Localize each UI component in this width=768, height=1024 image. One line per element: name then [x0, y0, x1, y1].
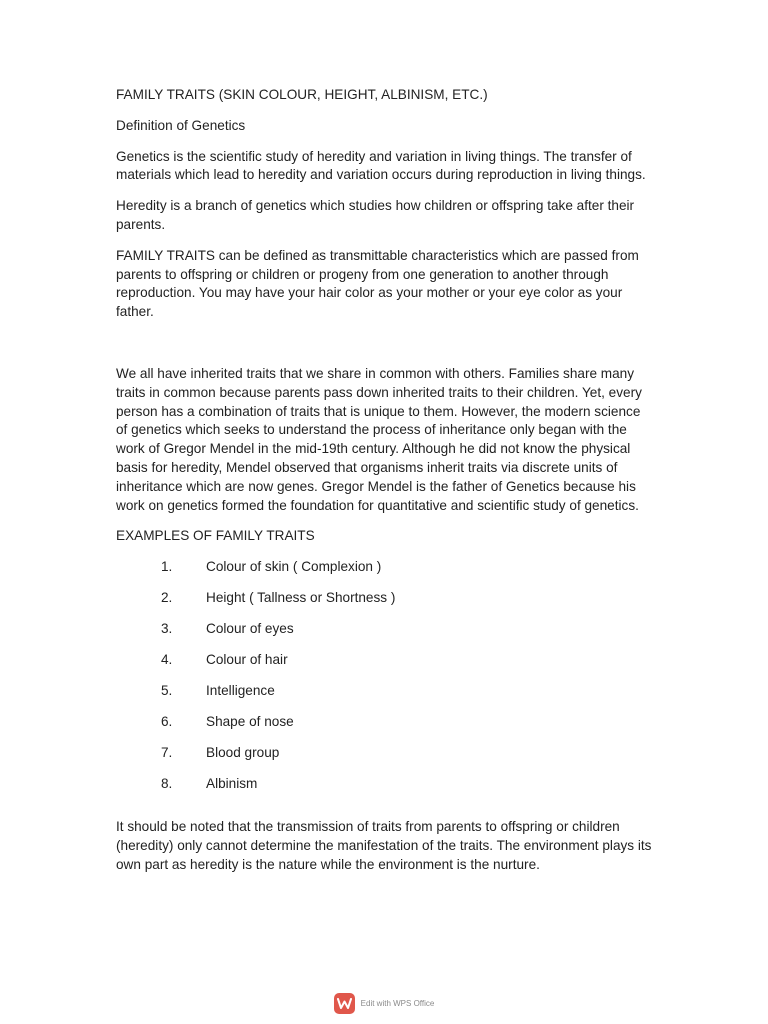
- list-item-number: 2.: [161, 590, 173, 606]
- list-item-text: Colour of eyes: [206, 621, 294, 637]
- list-item-text: Colour of skin ( Complexion ): [206, 559, 382, 575]
- list-item-text: Height ( Tallness or Shortness ): [206, 590, 396, 606]
- paragraph-heredity: Heredity is a branch of genetics which studies how children or offspring take after their parents.: [116, 198, 635, 232]
- list-item-text: Colour of hair: [206, 652, 288, 668]
- list-item-number: 7.: [161, 745, 173, 761]
- section-heading: Definition of Genetics: [116, 117, 246, 133]
- list-item: [116, 775, 652, 806]
- list-item-number: 3.: [161, 621, 173, 637]
- blank-line: [116, 334, 652, 365]
- list-item-text: Intelligence: [206, 683, 275, 699]
- list-item-text: Albinism: [206, 776, 258, 792]
- list-item: [116, 558, 652, 589]
- list-item: [116, 682, 652, 713]
- list-item-text: Shape of nose: [206, 714, 294, 730]
- paragraph-inherited-traits: We all have inherited traits that we share in common with others. Families share many traits in common because parents pass down inherited traits to their children. Yet, every person has a combination of traits that is unique to them. However, the modern science of genetics which seeks to understand the process of inheritance only began with the work of Gregor Mendel in the mid-19th century. Although he did not know the physical basis for heredity, Mendel observed that organisms inherit traits via discrete units of inheritance which are now genes. Gregor Mendel is the father of Genetics because his work on genetics formed the foundation for quantitative and scientific study of genetics.: [116, 365, 642, 513]
- document-page: [116, 86, 652, 887]
- list-item: [116, 744, 652, 775]
- examples-list: [116, 558, 652, 806]
- list-item: [116, 651, 652, 682]
- list-item-number: 5.: [161, 683, 173, 699]
- footer-label: Edit with WPS Office: [360, 999, 435, 1008]
- list-item: [116, 589, 652, 620]
- list-item-number: 1.: [161, 559, 173, 575]
- wps-office-logo-icon: [334, 993, 355, 1014]
- paragraph-genetics-definition: Genetics is the scientific study of heredity and variation in living things. The transfer of materials which lead to heredity and variation occurs during reproduction in living things.: [116, 148, 646, 183]
- paragraph-nature-nurture: It should be noted that the transmission of traits from parents to offspring or children (heredity) only cannot determine the manifestation of the traits. The environment plays its own part as heredity is the nature while the environment is the nurture.: [116, 819, 652, 872]
- list-item-text: Blood group: [206, 745, 280, 761]
- list-item-number: 8.: [161, 776, 173, 792]
- wps-footer[interactable]: [0, 993, 768, 1014]
- document-title: FAMILY TRAITS (SKIN COLOUR, HEIGHT, ALBINISM, ETC.): [116, 87, 488, 102]
- list-item: [116, 620, 652, 651]
- list-item-number: 4.: [161, 652, 173, 668]
- list-heading: EXAMPLES OF FAMILY TRAITS: [116, 528, 315, 544]
- list-item-number: 6.: [161, 714, 173, 730]
- paragraph-family-traits: FAMILY TRAITS can be defined as transmittable characteristics which are passed from parents to offspring or children or progeny from one generation to another through reproduction. You may have your hair color as your mother or your eye color as your father.: [116, 247, 639, 320]
- list-item: [116, 713, 652, 744]
